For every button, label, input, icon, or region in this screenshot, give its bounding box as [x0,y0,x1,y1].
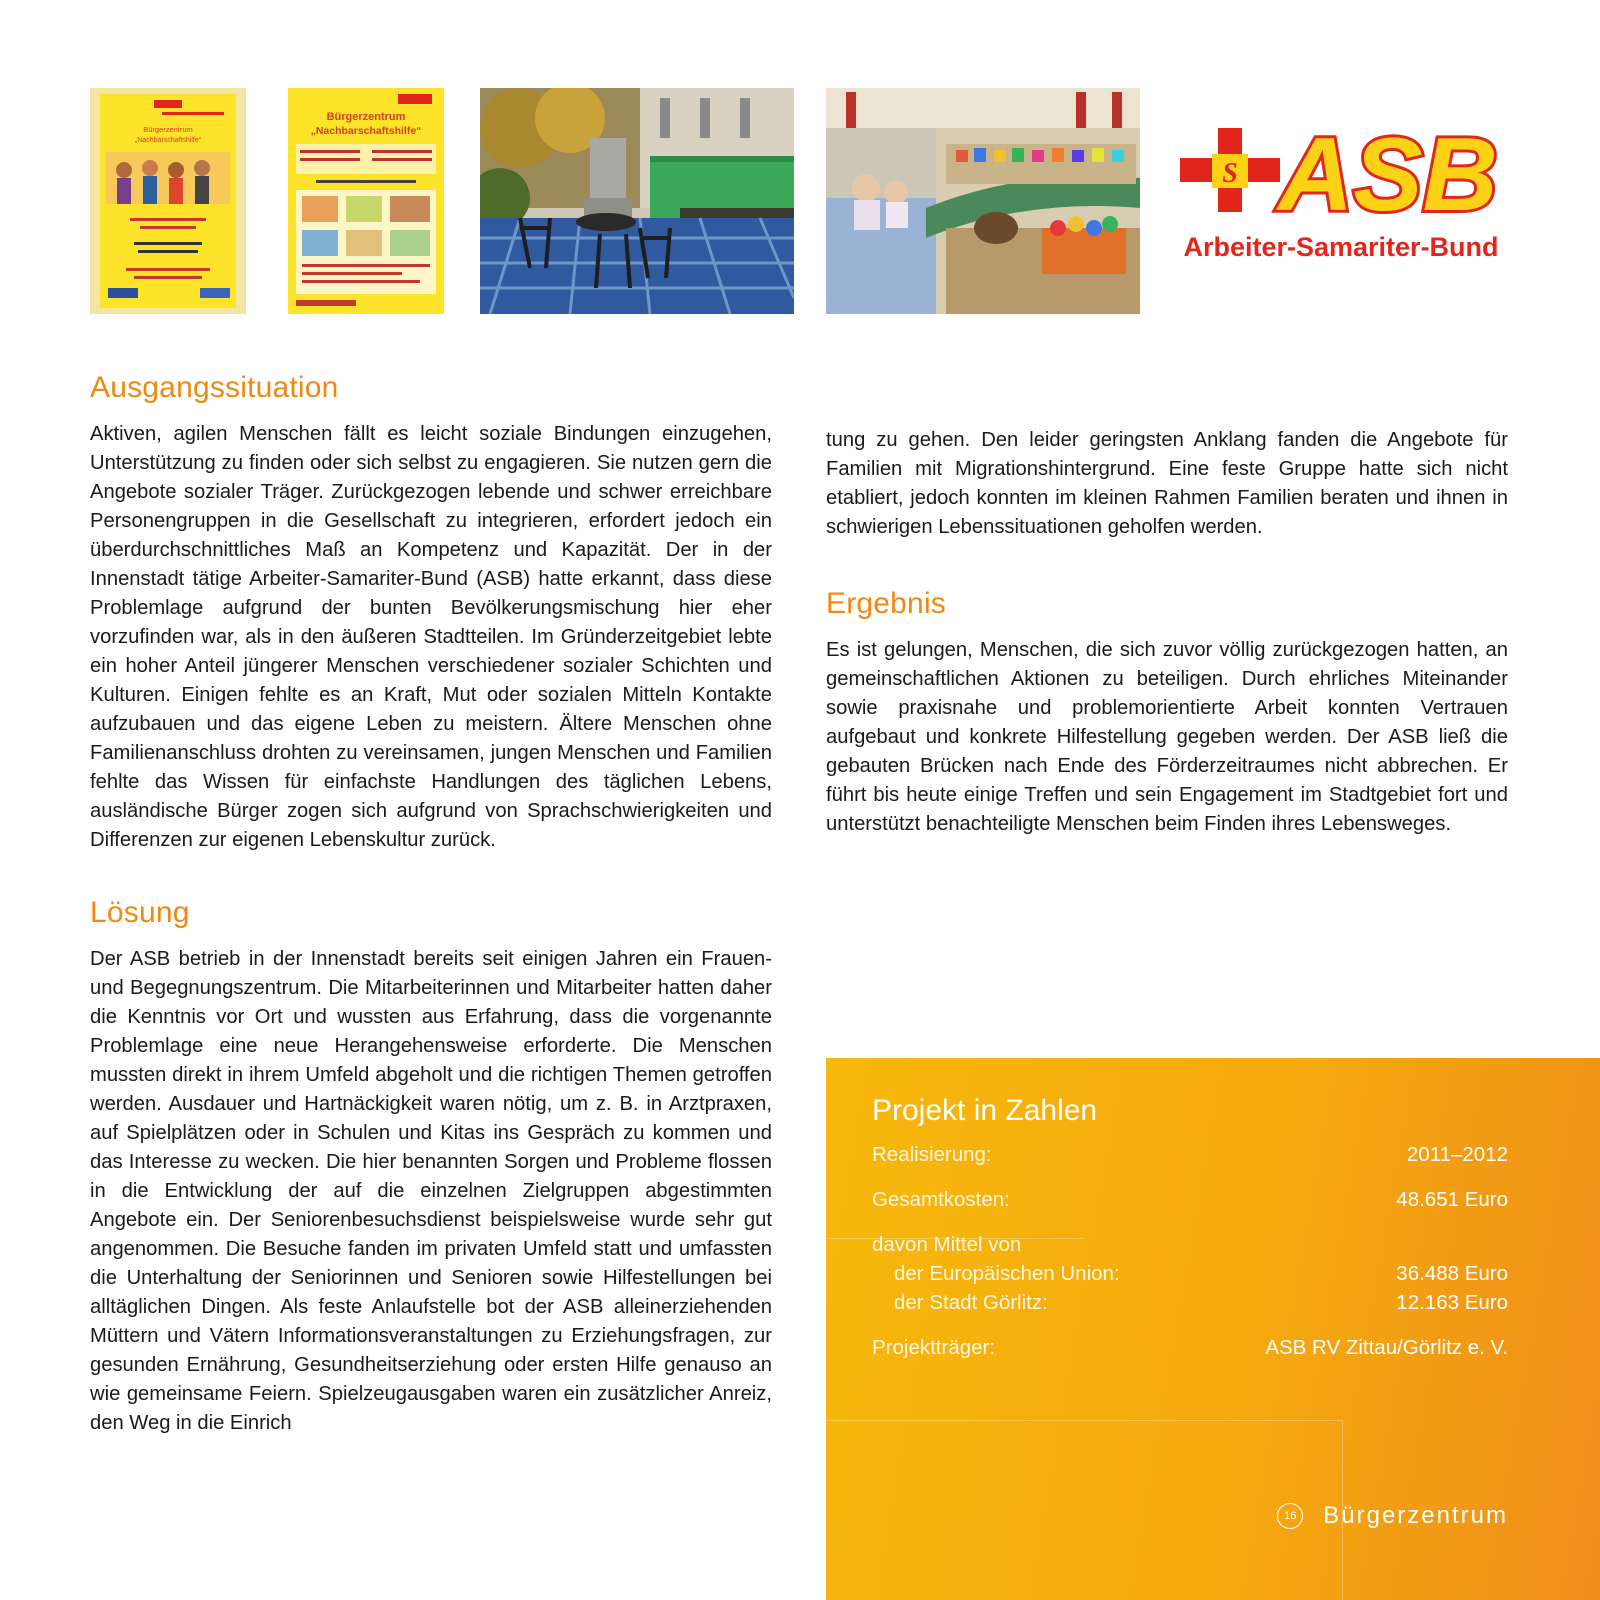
asb-logo-name: Arbeiter-Samariter-Bund [1183,232,1499,262]
asb-logo-mark: ASB [1278,117,1498,233]
fact-projekttraeger [872,1333,1508,1362]
fact-gesamtkosten [872,1185,1508,1214]
asb-logo [1172,88,1510,314]
heading-ausgangssituation: Ausgangssituation [90,371,339,404]
garden-photo [480,88,794,314]
image-strip [90,88,1510,314]
fact-label: der Stadt Görlitz: [894,1291,1048,1314]
fact-mittel [872,1230,1508,1259]
fact-stadt [872,1288,1508,1317]
fact-value: 12.163 Euro [1396,1291,1508,1314]
fact-label: Gesamtkosten: [872,1188,1010,1211]
fact-label: Realisierung: [872,1143,992,1166]
text-ausgangssituation: Aktiven, agilen Menschen fällt es leicht soziale Bindungen einzugehen, Unterstützung zu finden oder sich selbst zu engagieren. Sie nutzen gern die Angebote sozialer Träger. Zurückgezogen lebende und schwer erreichbare Personengruppen in die Gesellschaft zu integrieren, erfordert jedoch ein überdurchschnittliches Maß an Kompetenz und Kapazität. Der in der Innenstadt tätige Arbeiter-Samariter-Bund (ASB) hatte erkannt, dass diese Problemlage aufgrund der bunten Bevölkerungsmischung hier eher vorzufinden war, als in den äußeren Stadtteilen. Im Gründerzeitgebiet lebte ein hoher Anteil jüngerer Menschen verschiedener sozialer Schichten und Kulturen. Einigen fehlte es an Kraft, Mut oder sozialen Mitteln Kontakte aufzubauen und das eigene Leben zu meistern. Ältere Menschen ohne Familienanschluss drohten zu vereinsamen, jungen Menschen und Familien fehlte das Wissen für einfachste Handlungen des täglichen Lebens, ausländische Bürger zogen sich aufgrund von Sprachschwierigkeiten und Differenzen zur eigenen Lebenskultur zurück. [90,423,772,851]
right-column [826,426,1508,839]
facts-table [872,1094,1508,1362]
text-ergebnis: Es ist gelungen, Menschen, die sich zuvor völlig zurückgezogen hatten, an gemeinschaftlichen Aktionen zu beteiligen. Durch ehrliches Miteinander sowie praxisnahe und problemorientierte Arbeit konnten Vertrauen aufgebaut und konkrete Hilfestellung gegeben werden. Der ASB ließ die gebauten Brücken nach Ende des Förderzeitraumes nicht abbrechen. Er führt bis heute einige Treffen und sein Engagement im Stadtgebiet fort und unterstützt benachteiligte Menschen beim Finden ihres Lebensweges. [826,639,1508,835]
fact-label: Projektträger: [872,1336,996,1359]
fact-value: 2011–2012 [1406,1143,1508,1166]
flyer-image-1 [90,88,246,314]
page-footer [1277,1502,1508,1530]
heading-ergebnis: Ergebnis [826,587,947,620]
heading-loesung: Lösung [90,896,190,929]
fact-label: der Europäischen Union: [894,1262,1120,1285]
fact-value: 36.488 Euro [1396,1262,1508,1285]
fact-realisierung [872,1140,1508,1169]
flyer1-title-1: Bürgerzentrum [143,125,193,134]
facts-title: Projekt in Zahlen [872,1094,1098,1127]
flyer2-title-1: Bürgerzentrum [326,111,406,123]
flyer1-title-2: „Nachbarschaftshilfe“ [134,137,202,144]
project-facts-box [826,1058,1600,1600]
toys-photo [826,88,1140,314]
fact-label: davon Mittel von [872,1233,1022,1256]
svg-text:S: S [1222,158,1238,189]
left-column [90,370,772,1438]
flyer2-title-2: „Nachbarschaftshilfe“ [310,125,422,137]
fact-value: ASB RV Zittau/Görlitz e. V. [1265,1336,1508,1359]
flyer-image-2 [288,88,444,314]
fact-value: 48.651 Euro [1396,1188,1508,1211]
page-number: 16 [1277,1503,1303,1529]
text-loesung-continued: tung zu gehen. Den leider geringsten Anklang fanden die Angebote für Familien mit Migrationshintergrund. Eine feste Gruppe hatte sich nicht etabliert, jedoch konnten im kleinen Rahmen Familien beraten und ihnen in schwierigen Lebenssituationen geholfen werden. [826,429,1508,538]
footer-title: Bürgerzentrum [1323,1502,1508,1529]
fact-eu [872,1259,1508,1288]
text-loesung: Der ASB betrieb in der Innenstadt bereits seit einigen Jahren ein Frauen- und Begegnungszentrum. Die Mitarbeiterinnen und Mitarbeiter hatten daher die Kenntnis vor Ort und wussten aus Erfahrung, dass die vorgenannte Problemlage eine neue Herangehensweise erforderte. Die Menschen mussten direkt in ihrem Umfeld abgeholt und die richtigen Themen getroffen werden. Ausdauer und Hartnäckigkeit waren nötig, um z. B. in Arztpraxen, auf Spielplätzen oder in Schulen und Kitas ins Gespräch zu kommen und das Interesse zu wecken. Die hier benannten Sorgen und Probleme flossen in die Entwicklung der auf die einzelnen Zielgruppen abgestimmten Angebote ein. Der Seniorenbesuchsdienst beispielsweise wurde sehr gut angenommen. Die Besuche fanden im privaten Umfeld statt und umfassten die Unterhaltung der Seniorinnen und Senioren sowie Hilfestellungen bei alltäglichen Dingen. Als feste Anlaufstelle bot der ASB alleinerziehenden Müttern und Vätern Informationsveranstaltungen zu Erziehungsfragen, zur gesunden Ernährung, Gesundheitserziehung oder ersten Hilfe genauso an wie gemeinsame Feiern. Spielzeugausgaben waren ein zusätzlicher Anreiz, den Weg in die Einrich [90,948,772,1434]
